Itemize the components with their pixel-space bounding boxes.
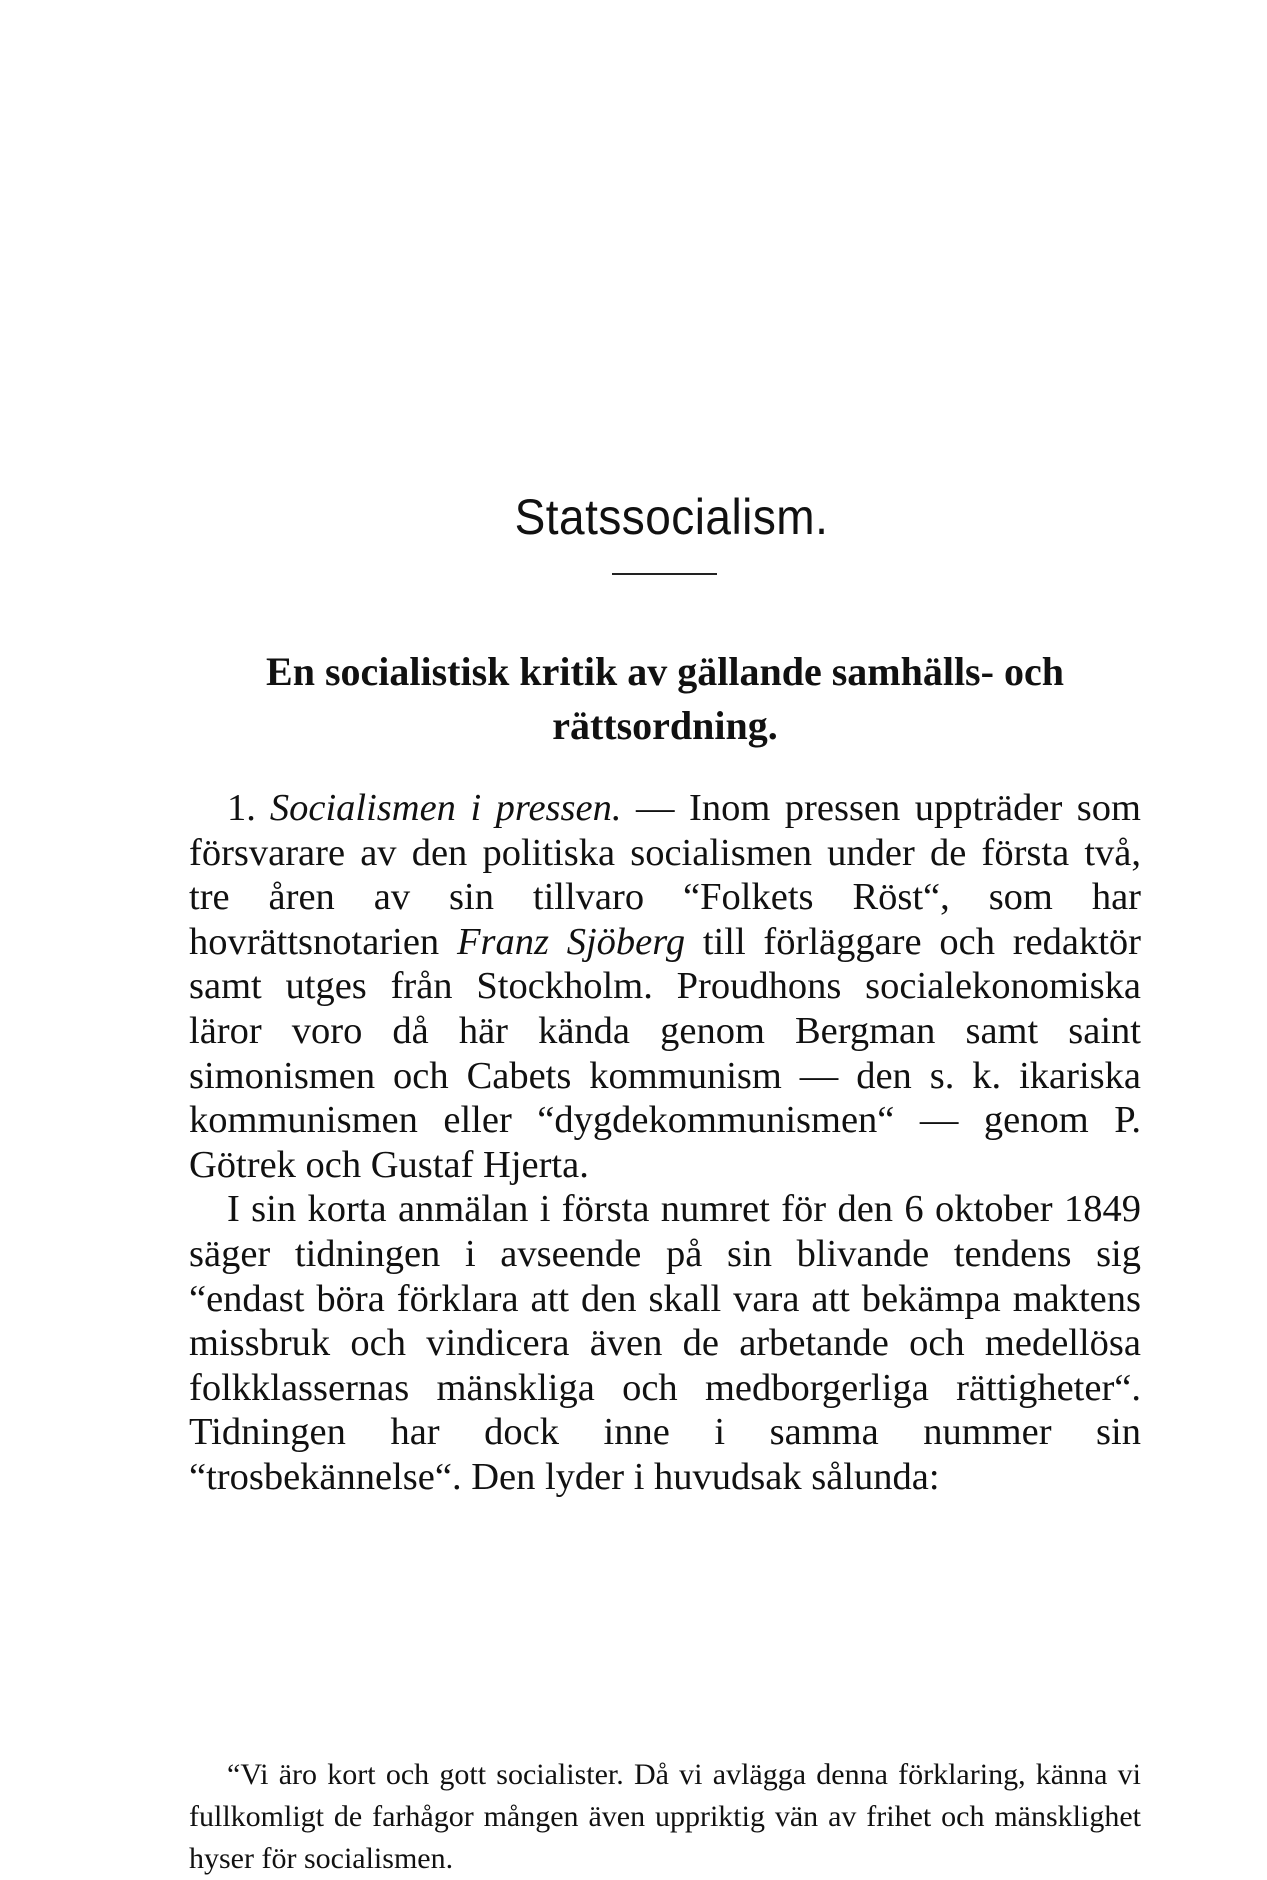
subtitle: En socialistisk kritik av gällande samhälls- och rättsordning. (266, 649, 1064, 748)
person-name: Franz Sjöberg (456, 920, 686, 963)
quote-text: “Vi äro kort och gott socialister. Då vi avlägga denna förklaring, känna vi fullkomligt de farhågor mången även uppriktig vän av frihet och mänsklighet hyser för socialismen. (189, 1758, 1141, 1875)
paragraph-1-text-b: till förläggare och redaktör samt utges från Stockholm. Proudhons socialekonomiska läror voro då här kända genom Bergman samt saint simonismen och Cabets kommunism — den s. k. ikariska kommunismen eller “dygdekommunismen“ — genom P. Götrek och Gustaf Hjerta. (189, 920, 1142, 1186)
body-text (189, 786, 1141, 1500)
paragraph-1-text-a: — Inom pressen uppträder som försvarare av den politiska socialismen under de första två, tre åren av sin tillvaro “Folkets Röst“, som har hovrättsnotarien (189, 787, 1141, 963)
section-heading: Socialismen i pressen. (269, 787, 622, 829)
paragraph-1 (189, 786, 1141, 1187)
page-title: Statssocialism. (514, 489, 829, 545)
title-divider (612, 573, 717, 575)
paragraph-2: I sin korta anmälan i första numret för den 6 oktober 1849 säger tidningen i avseende på sin blivande tendens sig “endast böra förklara att den skall vara att bekämpa maktens missbruk och vindicera även de arbetande och medellösa folkklassernas mänskliga och medborgerliga rättigheter“. Tidningen har dock inne i samma nummer sin “trosbekännelse“. Den lyder i huvudsak sålunda: (189, 1188, 1141, 1498)
section-number: 1. (227, 787, 256, 829)
quote-block (189, 1754, 1141, 1880)
